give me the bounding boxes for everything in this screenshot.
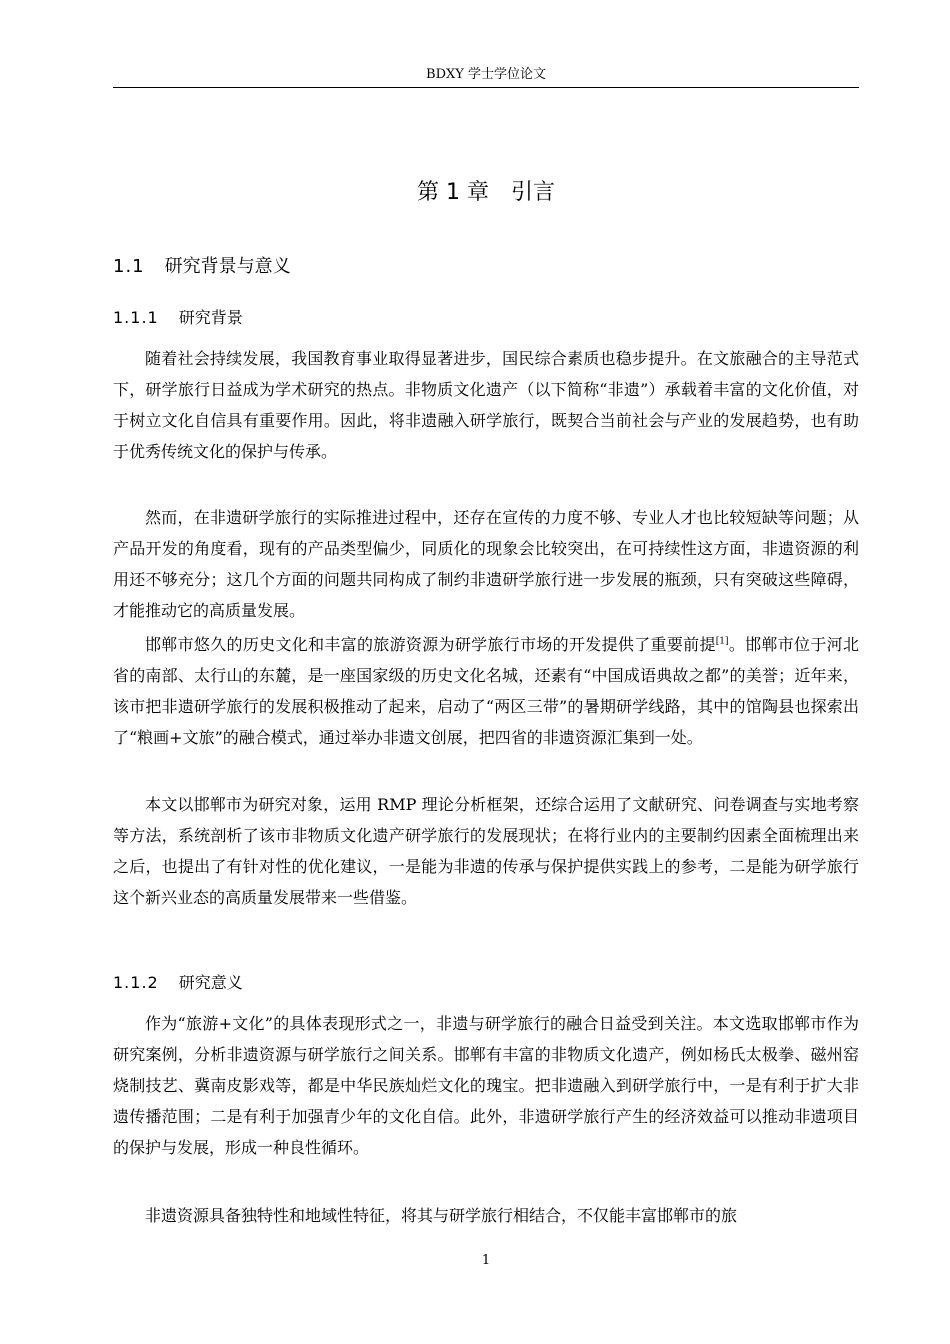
subsection-title: 研究背景 [178, 308, 243, 327]
section-number: 1.1 [113, 256, 145, 277]
paragraph-3-part-1: 邯郸市悠久的历史文化和丰富的旅游资源为研学旅行市场的开发提供了重要前提 [145, 635, 716, 654]
subsection-title: 研究意义 [178, 973, 243, 992]
page-number: 1 [481, 1253, 491, 1268]
section-title: 研究背景与意义 [164, 256, 291, 277]
paragraph-2: 然而，在非遗研学旅行的实际推进过程中，还存在宣传的力度不够、专业人才也比较短缺等问题；从产品开发的角度看，现有的产品类型偏少，同质化的现象会比较突出，在可持续性这方面，非遗资源的利用还不够充分；这几个方面的问题共同构成了制约非遗研学旅行进一步发展的瓶颈，只有突破这些障碍，才能推动它的高质量发展。 [113, 508, 859, 620]
paragraph-3-part-2: 。邯郸市位于河北省的南部、太行山的东麓，是一座国家级的历史文化名城，还素有“中国成语典故之都”的美誉；近年来，该市把非遗研学旅行的发展积极推动了起来，启动了“两区三带”的暑期研学线路，其中的馆陶县也探索出了“粮画+文旅”的融合模式，通过举办非遗文创展，把四省的非遗资源汇集到一处。 [113, 635, 859, 747]
paragraph-5: 作为“旅游+文化”的具体表现形式之一，非遗与研学旅行的融合日益受到关注。本文选取邯郸市作为研究案例，分析非遗资源与研学旅行之间关系。邯郸有丰富的非物质文化遗产，例如杨氏太极拳、磁州窑烧制技艺、冀南皮影戏等，都是中华民族灿烂文化的瑰宝。把非遗融入到研学旅行中，一是有利于扩大非遗传播范围；二是有利于加强青少年的文化自信。此外，非遗研学旅行产生的经济效益可以推动非遗项目的保护与发展，形成一种良性循环。 [113, 1014, 859, 1157]
paragraph-6: 非遗资源具备独特性和地域性特征，将其与研学旅行相结合，不仅能丰富邯郸市的旅 [145, 1206, 738, 1225]
paragraph-3 [113, 629, 859, 753]
subsection-number: 1.1.1 [113, 308, 159, 327]
header-divider [113, 87, 859, 88]
running-header: BDXY 学士学位论文 [426, 67, 546, 82]
subsection-heading-1-1-2 [113, 971, 859, 995]
chapter-title: 第 1 章 引言 [417, 180, 555, 205]
subsection-number: 1.1.2 [113, 973, 159, 992]
citation-ref-1: [1] [715, 636, 729, 647]
paragraph-1: 随着社会持续发展，我国教育事业取得显著进步，国民综合素质也稳步提升。在文旅融合的主导范式下，研学旅行日益成为学术研究的热点。非物质文化遗产（以下简称“非遗”）承载着丰富的文化价值，对于树立文化自信具有重要作用。因此，将非遗融入研学旅行，既契合当前社会与产业的发展趋势，也有助于优秀传统文化的保护与传承。 [113, 349, 859, 461]
subsection-heading-1-1-1 [113, 306, 859, 330]
paragraph-4: 本文以邯郸市为研究对象，运用 RMP 理论分析框架，还综合运用了文献研究、问卷调查与实地考察等方法，系统剖析了该市非物质文化遗产研学旅行的发展现状；在将行业内的主要制约因素全面梳理出来之后，也提出了有针对性的优化建议，一是能为非遗的传承与保护提供实践上的参考，二是能为研学旅行这个新兴业态的高质量发展带来一些借鉴。 [113, 795, 859, 907]
section-heading-1-1 [113, 254, 859, 280]
